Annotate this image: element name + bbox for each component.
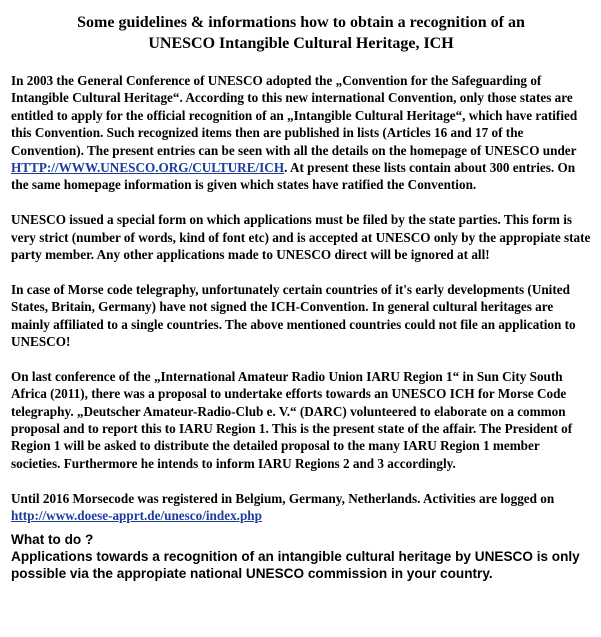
title-line-1: Some guidelines & informations how to obtain a recognition of an [77, 14, 525, 31]
paragraph-convention-text-end: . At present these lists contain about 300 entries. On the same homepage information is given which states have ratified the Convention. [11, 160, 576, 193]
unesco-ich-link[interactable]: HTTP://WWW.UNESCO.ORG/CULTURE/ICH [11, 160, 285, 176]
what-to-do-answer: Applications towards a recognition of an intangible cultural heritage by UNESCO is only possible via the appropiate national UNESCO commission in your country. [11, 548, 580, 581]
doese-unesco-link[interactable]: http://www.doese-apprt.de/unesco/index.php [11, 508, 262, 524]
paragraph-registration [11, 490, 591, 525]
paragraph-convention-text: In 2003 the General Conference of UNESCO adopted the „Convention for the Safeguarding of Intangible Cultural Heritage“. According to this new international Convention, only those states are entitled to apply for the official recognition of an „Intangible Cultural Heritage“, which have ratified this Convention. Such recognized items then are published in lists (Articles 16 and 17 of the Convention). The present entries can be seen with all the details on the homepage of UNESCO under [11, 73, 578, 158]
title-line-2: UNESCO Intangible Cultural Heritage, ICH [148, 35, 454, 52]
paragraph-registration-text: Until 2016 Morsecode was registered in Belgium, Germany, Netherlands. Activities are logged on [11, 490, 555, 506]
document-page [11, 12, 591, 582]
paragraph-application-form: UNESCO issued a special form on which applications must be filed by the state parties. This form is very strict (number of words, kind of font etc) and is accepted at UNESCO only by the appropiate state party member. Any other applications made to UNESCO direct will be ignored at all! [11, 212, 591, 263]
paragraph-morse-countries: In case of Morse code telegraphy, unfortunately certain countries of it's early developments (United States, Britain, Germany) have not signed the ICH-Convention. In general cultural heritages are mainly affiliated to a single countries. The above mentioned countries could not file an application to UNESCO! [11, 281, 576, 350]
page-title [11, 12, 591, 54]
paragraph-convention [11, 72, 591, 194]
what-to-do-heading: What to do ? [11, 531, 94, 547]
paragraph-iaru-conference: On last conference of the „International Amateur Radio Union IARU Region 1“ in Sun City South Africa (2011), there was a proposal to undertake efforts towards an UNESCO ICH for Morse Code telegraphy. „Deutscher Amateur-Radio-Club e. V.“ (DARC) volunteered to elaborate on a common proposal and to report this to IARU Region 1. This is the present state of the affair. The President of Region 1 will be asked to distribute the detailed proposal to the many IARU Region 1 member societies. Furthermore he intends to inform IARU Regions 2 and 3 accordingly. [11, 368, 573, 471]
